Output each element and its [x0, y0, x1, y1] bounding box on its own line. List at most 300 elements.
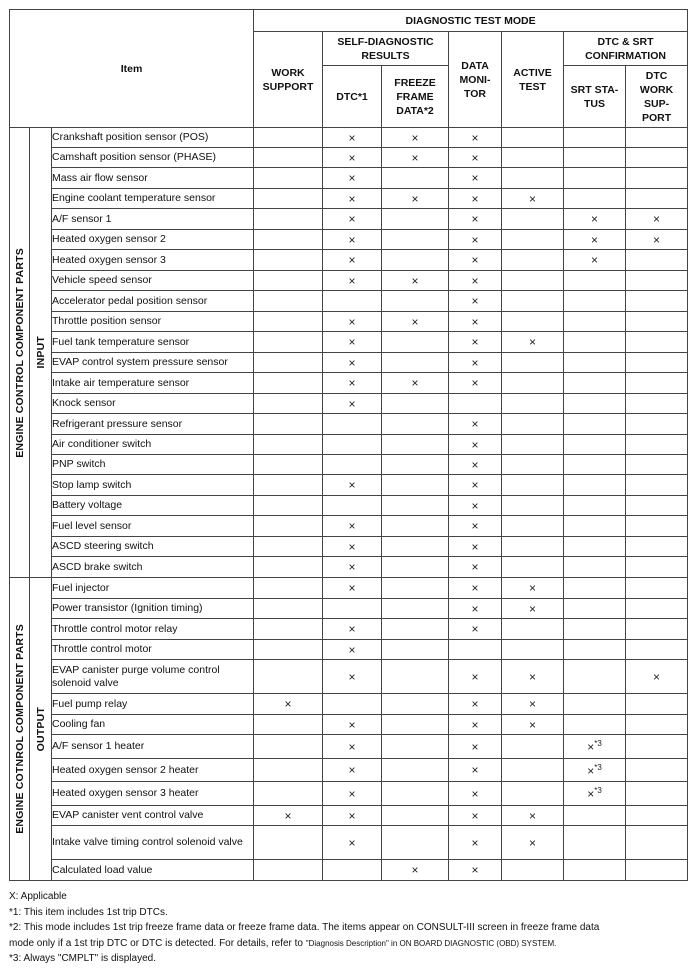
dtc-cell: × [323, 394, 382, 414]
work-support-cell [254, 435, 323, 455]
freeze-frame-cell: × [382, 148, 449, 168]
item-name: Fuel level sensor [52, 516, 254, 537]
active-test-cell: × [502, 806, 564, 826]
item-name: Throttle control motor [52, 640, 254, 660]
data-monitor-header: DATA MONI- TOR [449, 32, 502, 128]
freeze-frame-cell [382, 715, 449, 735]
table-row [10, 715, 688, 735]
work-support-cell [254, 516, 323, 537]
freeze-frame-cell [382, 353, 449, 373]
data-monitor-cell: × [449, 455, 502, 475]
item-name: Heated oxygen sensor 2 heater [52, 759, 254, 782]
data-monitor-cell: × [449, 414, 502, 435]
table-body [10, 128, 688, 881]
note-2-line-2: mode only if a 1st trip DTC or DTC is detected. For details, refer to "Diagnosis Description" in ON BOARD DIAGNOSTIC (OBD) SYSTEM. [9, 937, 557, 949]
work-support-cell [254, 189, 323, 209]
dtc-work-support-cell [626, 353, 688, 373]
engine-control-parts-input-group-text: ENGINE CONTROL COMPONENT PARTS [13, 247, 26, 458]
work-support-cell [254, 250, 323, 271]
dtc-work-support-cell [626, 271, 688, 291]
active-test-cell [502, 860, 564, 881]
dtc-cell [323, 455, 382, 475]
diagnosis-description-link[interactable]: "Diagnosis Description" in ON BOARD DIAGNOSTIC (OBD) SYSTEM. [305, 938, 557, 948]
dtc-cell: × [323, 660, 382, 694]
data-monitor-cell: × [449, 619, 502, 640]
item-name: Heated oxygen sensor 3 [52, 250, 254, 271]
freeze-frame-cell [382, 694, 449, 715]
table-row [10, 660, 688, 694]
input-label [30, 128, 52, 578]
srt-status-cell [564, 599, 626, 619]
freeze-frame-cell [382, 168, 449, 189]
work-support-cell [254, 826, 323, 860]
dtc-cell [323, 496, 382, 516]
work-support-cell [254, 373, 323, 394]
active-test-cell [502, 557, 564, 578]
dtc-header: DTC*1 [323, 66, 382, 128]
dtc-work-support-cell [626, 516, 688, 537]
srt-status-cell [564, 694, 626, 715]
data-monitor-cell: × [449, 373, 502, 394]
dtc-work-support-cell [626, 250, 688, 271]
active-test-cell [502, 250, 564, 271]
data-monitor-cell: × [449, 759, 502, 782]
work-support-cell [254, 271, 323, 291]
table-row [10, 860, 688, 881]
item-name: Engine coolant temperature sensor [52, 189, 254, 209]
work-support-cell [254, 715, 323, 735]
srt-status-cell [564, 537, 626, 557]
item-name: Heated oxygen sensor 2 [52, 230, 254, 250]
freeze-frame-cell [382, 209, 449, 230]
freeze-frame-cell [382, 291, 449, 312]
data-monitor-cell: × [449, 148, 502, 168]
dtc-cell [323, 291, 382, 312]
table-row [10, 557, 688, 578]
work-support-cell [254, 557, 323, 578]
item-name: PNP switch [52, 455, 254, 475]
work-support-cell [254, 312, 323, 332]
active-test-cell [502, 271, 564, 291]
srt-status-cell [564, 455, 626, 475]
table-row [10, 475, 688, 496]
dtc-work-support-cell [626, 332, 688, 353]
dtc-cell: × [323, 735, 382, 759]
engine-control-parts-input-group-label [10, 128, 30, 578]
srt-status-cell [564, 619, 626, 640]
srt-status-cell [564, 557, 626, 578]
srt-status-cell: ×$^{*3}$ [564, 782, 626, 806]
dtc-work-support-cell [626, 394, 688, 414]
freeze-frame-cell [382, 826, 449, 860]
srt-status-cell [564, 271, 626, 291]
dtc-work-support-cell [626, 694, 688, 715]
item-name: Mass air flow sensor [52, 168, 254, 189]
item-name: Fuel pump relay [52, 694, 254, 715]
table-row [10, 516, 688, 537]
data-monitor-cell: × [449, 496, 502, 516]
data-monitor-cell [449, 640, 502, 660]
dtc-cell: × [323, 128, 382, 148]
item-name: Cooling fan [52, 715, 254, 735]
work-support-cell [254, 291, 323, 312]
freeze-frame-cell: × [382, 271, 449, 291]
table-row [10, 640, 688, 660]
data-monitor-cell: × [449, 694, 502, 715]
diagnostic-test-mode-header: DIAGNOSTIC TEST MODE [254, 10, 688, 32]
item-name: Knock sensor [52, 394, 254, 414]
srt-status-cell: × [564, 230, 626, 250]
work-support-cell [254, 660, 323, 694]
data-monitor-cell: × [449, 599, 502, 619]
srt-status-cell [564, 475, 626, 496]
work-support-cell [254, 128, 323, 148]
srt-status-cell: ×$^{*3}$ [564, 759, 626, 782]
srt-status-cell [564, 660, 626, 694]
freeze-frame-cell [382, 735, 449, 759]
srt-status-cell [564, 168, 626, 189]
work-support-cell [254, 332, 323, 353]
dtc-cell: × [323, 250, 382, 271]
dtc-work-support-cell [626, 291, 688, 312]
active-test-cell: × [502, 599, 564, 619]
active-test-header: ACTIVE TEST [502, 32, 564, 128]
table-row [10, 496, 688, 516]
data-monitor-cell: × [449, 353, 502, 373]
input-text: INPUT [34, 336, 47, 369]
dtc-cell: × [323, 516, 382, 537]
freeze-frame-cell [382, 578, 449, 599]
data-monitor-cell: × [449, 578, 502, 599]
data-monitor-cell: × [449, 128, 502, 148]
dtc-cell [323, 860, 382, 881]
work-support-cell [254, 537, 323, 557]
output-label [30, 578, 52, 881]
item-name: Stop lamp switch [52, 475, 254, 496]
srt-status-cell [564, 291, 626, 312]
item-name: Crankshaft position sensor (POS) [52, 128, 254, 148]
active-test-cell [502, 782, 564, 806]
work-support-cell [254, 578, 323, 599]
item-name: A/F sensor 1 heater [52, 735, 254, 759]
srt-status-cell: × [564, 250, 626, 271]
work-support-cell [254, 759, 323, 782]
item-name: Accelerator pedal position sensor [52, 291, 254, 312]
work-support-cell: × [254, 806, 323, 826]
item-name: Battery voltage [52, 496, 254, 516]
dtc-work-support-cell: × [626, 230, 688, 250]
item-name: Throttle control motor relay [52, 619, 254, 640]
work-support-header: WORK SUPPORT [254, 32, 323, 128]
active-test-cell [502, 148, 564, 168]
active-test-cell [502, 640, 564, 660]
table-row [10, 414, 688, 435]
item-name: Throttle position sensor [52, 312, 254, 332]
work-support-cell [254, 455, 323, 475]
dtc-cell: × [323, 475, 382, 496]
freeze-frame-cell [382, 619, 449, 640]
freeze-frame-cell: × [382, 128, 449, 148]
work-support-cell [254, 148, 323, 168]
dtc-work-support-cell [626, 148, 688, 168]
dtc-work-support-cell [626, 455, 688, 475]
dtc-work-support-cell: × [626, 209, 688, 230]
data-monitor-cell: × [449, 332, 502, 353]
data-monitor-cell: × [449, 312, 502, 332]
dtc-work-support-cell [626, 168, 688, 189]
srt-status-cell [564, 128, 626, 148]
freeze-frame-cell: × [382, 189, 449, 209]
dtc-work-support-cell [626, 860, 688, 881]
active-test-cell [502, 373, 564, 394]
work-support-cell [254, 414, 323, 435]
freeze-frame-cell [382, 455, 449, 475]
dtc-cell: × [323, 759, 382, 782]
active-test-cell: × [502, 189, 564, 209]
freeze-frame-cell [382, 759, 449, 782]
data-monitor-cell: × [449, 189, 502, 209]
dtc-cell: × [323, 619, 382, 640]
srt-status-cell [564, 435, 626, 455]
work-support-cell [254, 394, 323, 414]
dtc-cell: × [323, 782, 382, 806]
dtc-cell: × [323, 826, 382, 860]
item-name: Calculated load value [52, 860, 254, 881]
item-name: EVAP canister purge volume control solenoid valve [52, 660, 254, 694]
data-monitor-cell: × [449, 715, 502, 735]
table-row [10, 209, 688, 230]
dtc-work-support-cell [626, 619, 688, 640]
data-monitor-cell: × [449, 735, 502, 759]
dtc-cell: × [323, 271, 382, 291]
engine-control-parts-output-group-text: ENGINE COTNROL COMPONENT PARTS [13, 624, 26, 834]
work-support-cell [254, 619, 323, 640]
srt-status-cell [564, 496, 626, 516]
dtc-cell [323, 599, 382, 619]
freeze-frame-cell [382, 537, 449, 557]
table-row [10, 537, 688, 557]
dtc-work-support-cell [626, 715, 688, 735]
dtc-cell: × [323, 189, 382, 209]
active-test-cell: × [502, 715, 564, 735]
srt-status-cell [564, 312, 626, 332]
active-test-cell: × [502, 826, 564, 860]
table-row [10, 435, 688, 455]
engine-control-parts-output-group-label [10, 578, 30, 881]
active-test-cell [502, 312, 564, 332]
item-name: Vehicle speed sensor [52, 271, 254, 291]
freeze-frame-cell: × [382, 373, 449, 394]
dtc-work-support-cell [626, 557, 688, 578]
active-test-cell [502, 537, 564, 557]
table-row [10, 759, 688, 782]
srt-status-cell: × [564, 209, 626, 230]
srt-status-cell [564, 826, 626, 860]
work-support-cell [254, 640, 323, 660]
active-test-cell [502, 735, 564, 759]
srt-status-cell [564, 332, 626, 353]
srt-status-cell [564, 578, 626, 599]
active-test-cell [502, 209, 564, 230]
work-support-cell [254, 782, 323, 806]
freeze-frame-cell [382, 782, 449, 806]
table-row [10, 455, 688, 475]
table-row [10, 332, 688, 353]
dtc-work-support-cell [626, 599, 688, 619]
table-row [10, 148, 688, 168]
table-row [10, 599, 688, 619]
dtc-work-support-cell [626, 189, 688, 209]
dtc-work-support-cell [626, 759, 688, 782]
srt-status-cell [564, 806, 626, 826]
freeze-frame-cell [382, 332, 449, 353]
active-test-cell: × [502, 578, 564, 599]
dtc-work-support-cell: × [626, 660, 688, 694]
dtc-cell: × [323, 168, 382, 189]
dtc-work-support-cell [626, 435, 688, 455]
data-monitor-cell: × [449, 516, 502, 537]
dtc-work-support-cell [626, 128, 688, 148]
item-name: Fuel injector [52, 578, 254, 599]
table-row [10, 230, 688, 250]
dtc-cell: × [323, 557, 382, 578]
active-test-cell [502, 291, 564, 312]
table-row [10, 782, 688, 806]
table-row [10, 373, 688, 394]
dtc-cell [323, 694, 382, 715]
srt-status-cell [564, 148, 626, 168]
item-name: EVAP canister vent control valve [52, 806, 254, 826]
active-test-cell [502, 435, 564, 455]
srt-status-header: SRT STA- TUS [564, 66, 626, 128]
dtc-cell: × [323, 715, 382, 735]
srt-status-cell [564, 414, 626, 435]
srt-status-cell [564, 715, 626, 735]
table-row [10, 312, 688, 332]
item-header: Item [10, 10, 254, 128]
srt-status-cell [564, 189, 626, 209]
dtc-work-support-cell [626, 640, 688, 660]
dtc-cell: × [323, 332, 382, 353]
data-monitor-cell: × [449, 806, 502, 826]
freeze-frame-cell [382, 435, 449, 455]
data-monitor-cell: × [449, 230, 502, 250]
work-support-cell [254, 230, 323, 250]
dtc-cell: × [323, 353, 382, 373]
table-row [10, 250, 688, 271]
freeze-frame-cell [382, 394, 449, 414]
dtc-work-support-cell [626, 735, 688, 759]
item-name: ASCD brake switch [52, 557, 254, 578]
dtc-cell: × [323, 148, 382, 168]
dtc-cell [323, 414, 382, 435]
freeze-frame-cell: × [382, 312, 449, 332]
active-test-cell [502, 759, 564, 782]
freeze-frame-cell [382, 806, 449, 826]
data-monitor-cell: × [449, 660, 502, 694]
freeze-frame-cell [382, 660, 449, 694]
active-test-cell [502, 168, 564, 189]
item-name: Camshaft position sensor (PHASE) [52, 148, 254, 168]
table-row [10, 189, 688, 209]
note-applicable: X: Applicable [9, 891, 67, 902]
dtc-work-support-cell [626, 312, 688, 332]
table-row [10, 578, 688, 599]
dtc-cell [323, 435, 382, 455]
work-support-cell [254, 209, 323, 230]
dtc-srt-confirmation-header: DTC & SRT CONFIRMATION [564, 32, 688, 66]
active-test-cell [502, 394, 564, 414]
item-name: A/F sensor 1 [52, 209, 254, 230]
dtc-work-support-cell [626, 578, 688, 599]
dtc-cell: × [323, 578, 382, 599]
diagnostic-test-mode-table [9, 9, 688, 881]
dtc-cell: × [323, 312, 382, 332]
active-test-cell: × [502, 694, 564, 715]
dtc-cell: × [323, 373, 382, 394]
table-row [10, 806, 688, 826]
table-row [10, 619, 688, 640]
freeze-frame-cell [382, 414, 449, 435]
srt-status-cell [564, 516, 626, 537]
data-monitor-cell: × [449, 475, 502, 496]
table-row [10, 694, 688, 715]
work-support-cell [254, 168, 323, 189]
table-row [10, 291, 688, 312]
item-name: Fuel tank temperature sensor [52, 332, 254, 353]
item-name: EVAP control system pressure sensor [52, 353, 254, 373]
freeze-frame-cell [382, 599, 449, 619]
dtc-work-support-cell [626, 826, 688, 860]
active-test-cell [502, 128, 564, 148]
footnotes [9, 889, 691, 967]
data-monitor-cell: × [449, 435, 502, 455]
active-test-cell [502, 455, 564, 475]
work-support-cell [254, 353, 323, 373]
srt-status-cell [564, 353, 626, 373]
work-support-cell [254, 735, 323, 759]
item-name: Intake air temperature sensor [52, 373, 254, 394]
freeze-frame-cell [382, 496, 449, 516]
freeze-frame-cell [382, 230, 449, 250]
dtc-work-support-header: DTC WORK SUP- PORT [626, 66, 688, 128]
dtc-work-support-cell [626, 782, 688, 806]
output-text: OUTPUT [34, 706, 47, 752]
note-2-line-1: *2: This mode includes 1st trip freeze frame data or freeze frame data. The items appear on CONSULT-III screen in freeze frame data [9, 922, 600, 933]
active-test-cell: × [502, 660, 564, 694]
item-name: Heated oxygen sensor 3 heater [52, 782, 254, 806]
dtc-work-support-cell [626, 496, 688, 516]
active-test-cell [502, 619, 564, 640]
item-name: Refrigerant pressure sensor [52, 414, 254, 435]
item-name: Air conditioner switch [52, 435, 254, 455]
dtc-cell: × [323, 806, 382, 826]
item-name: ASCD steering switch [52, 537, 254, 557]
dtc-work-support-cell [626, 537, 688, 557]
work-support-cell [254, 599, 323, 619]
data-monitor-cell: × [449, 291, 502, 312]
freeze-frame-cell [382, 250, 449, 271]
data-monitor-cell: × [449, 250, 502, 271]
table-row [10, 271, 688, 291]
item-name: Power transistor (Ignition timing) [52, 599, 254, 619]
table-row [10, 128, 688, 148]
data-monitor-cell: × [449, 168, 502, 189]
data-monitor-cell: × [449, 782, 502, 806]
dtc-cell: × [323, 230, 382, 250]
table-row [10, 735, 688, 759]
data-monitor-cell: × [449, 860, 502, 881]
